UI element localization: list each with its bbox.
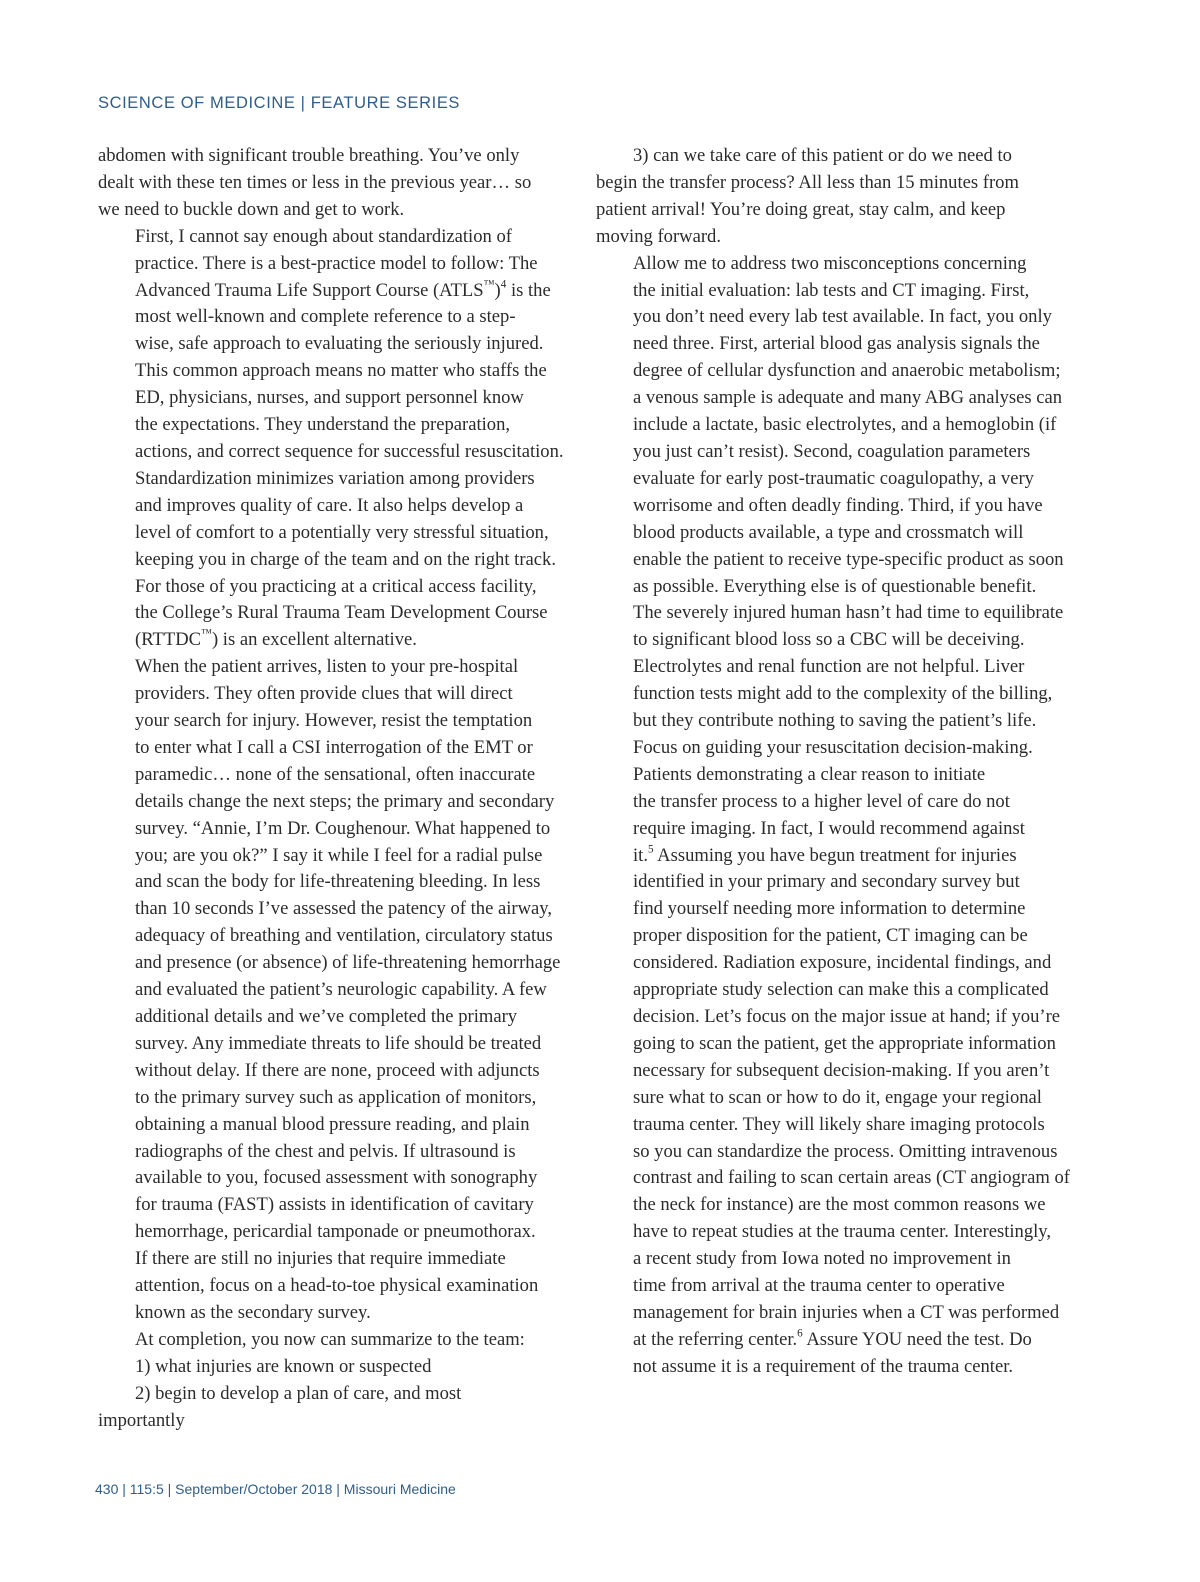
trademark-symbol: ™ (483, 278, 495, 291)
text-fragment: at the referring center. (633, 1328, 798, 1350)
text-line: appropriate study selection can make this a complicated (633, 979, 1049, 1001)
text-line: proper disposition for the patient, CT imaging can be (633, 925, 1028, 947)
text-line: you just can’t resist). Second, coagulation parameters (633, 440, 1031, 462)
text-line: wise, safe approach to evaluating the seriously injured. (135, 333, 544, 355)
text-line (98, 627, 570, 654)
text-line: keeping you in charge of the team and on the right track. (135, 548, 556, 570)
text-line: Electrolytes and renal function are not helpful. Liver (633, 656, 1025, 678)
text-line: abdomen with significant trouble breathing. You’ve only (98, 145, 520, 166)
text-line: considered. Radiation exposure, incidental findings, and (633, 952, 1052, 974)
text-line: and presence (or absence) of life-threatening hemorrhage (135, 952, 561, 974)
text-line: require imaging. In fact, I would recommend against (633, 817, 1025, 839)
text-line: than 10 seconds I’ve assessed the patency of the airway, (135, 898, 553, 920)
text-line: 3) can we take care of this patient or do we need to (633, 145, 1012, 166)
text-line: survey. Any immediate threats to life should be treated (135, 1032, 542, 1054)
paragraph (596, 762, 1072, 1381)
text-line: At completion, you now can summarize to the team: (135, 1328, 525, 1350)
text-line: management for brain injuries when a CT was performed (633, 1301, 1060, 1323)
paragraph (98, 1327, 570, 1354)
text-line: decision. Let’s focus on the major issue at hand; if you’re (633, 1006, 1061, 1027)
text-fragment: Assure YOU need the test. Do (802, 1328, 1032, 1350)
text-line: you; are you ok?” I say it while I feel for a radial pulse (135, 844, 543, 866)
text-line: Patients demonstrating a clear reason to initiate (633, 763, 986, 785)
text-line: 2) begin to develop a plan of care, and most (135, 1382, 462, 1404)
text-line: Focus on guiding your resuscitation decision-making. (633, 736, 1033, 758)
text-line: sure what to scan or how to do it, engage your regional (633, 1086, 1042, 1108)
text-line: Allow me to address two misconceptions concerning (633, 252, 1027, 274)
list-item (596, 143, 1072, 170)
list-item (98, 1381, 570, 1408)
text-line: 1) what injuries are known or suspected (135, 1355, 432, 1377)
text-fragment: ) (494, 279, 501, 301)
text-line: most well-known and complete reference to a step- (135, 306, 516, 328)
text-line: for trauma (FAST) assists in identification of cavitary (135, 1194, 534, 1216)
text-line: you don’t need every lab test available. In fact, you only (633, 306, 1052, 328)
text-line: adequacy of breathing and ventilation, circulatory status (135, 925, 553, 947)
text-line: trauma center. They will likely share imaging protocols (633, 1113, 1045, 1135)
text-fragment: Advanced Trauma Life Support Course (ATLS (135, 279, 484, 301)
text-line: begin the transfer process? All less than 15 minutes from (596, 171, 1019, 193)
text-line: but they contribute nothing to saving the patient’s life. (633, 710, 1037, 732)
text-fragment: is the (506, 279, 551, 301)
text-line: actions, and correct sequence for successful resuscitation. (135, 440, 564, 462)
list-item (98, 1354, 570, 1381)
text-line: include a lactate, basic electrolytes, and a hemoglobin (if (633, 414, 1057, 436)
text-line: as possible. Everything else is of questionable benefit. (633, 575, 1037, 597)
text-line: details change the next steps; the primary and secondary (135, 790, 555, 812)
text-line: The severely injured human hasn’t had time to equilibrate (633, 602, 1064, 624)
text-line: dealt with these ten times or less in the previous year… so (98, 171, 532, 193)
paragraph (596, 251, 1072, 762)
text-line: function tests might add to the complexity of the billing, (633, 683, 1053, 705)
text-line: ED, physicians, nurses, and support personnel know (135, 387, 524, 409)
text-line: obtaining a manual blood pressure reading, and plain (135, 1113, 530, 1135)
text-line: hemorrhage, pericardial tamponade or pneumothorax. (135, 1221, 536, 1243)
text-line: without delay. If there are none, proceed with adjuncts (135, 1059, 540, 1081)
text-line: so you can standardize the process. Omitting intravenous (633, 1140, 1058, 1162)
reference-marker: 5 (647, 843, 654, 856)
text-line (596, 843, 1072, 870)
text-line: attention, focus on a head-to-toe physical examination (135, 1275, 539, 1297)
right-column (596, 143, 1072, 1381)
paragraph (98, 654, 570, 1327)
paragraph (596, 170, 1072, 251)
text-line: providers. They often provide clues that will direct (135, 683, 513, 705)
text-line: moving forward. (596, 225, 721, 247)
text-line: and scan the body for life-threatening bleeding. In less (135, 871, 541, 893)
paragraph (98, 1408, 570, 1435)
text-line: the College’s Rural Trauma Team Development Course (135, 602, 548, 624)
text-line: not assume it is a requirement of the trauma center. (633, 1355, 1014, 1377)
text-line: worrisome and often deadly finding. Third, if you have (633, 494, 1043, 516)
text-line: When the patient arrives, listen to your pre-hospital (135, 656, 519, 678)
text-line: degree of cellular dysfunction and anaerobic metabolism; (633, 360, 1061, 382)
text-line: to the primary survey such as application of monitors, (135, 1086, 537, 1108)
trademark-symbol: ™ (201, 627, 212, 640)
text-line: a venous sample is adequate and many ABG analyses can (633, 387, 1063, 409)
paragraph (98, 224, 570, 655)
text-line: to significant blood loss so a CBC will be deceiving. (633, 629, 1025, 651)
text-line: additional details and we’ve completed the primary (135, 1006, 518, 1027)
text-line: available to you, focused assessment with sonography (135, 1167, 538, 1189)
text-line: For those of you practicing at a critical access facility, (135, 575, 537, 597)
section-header: SCIENCE OF MEDICINE | FEATURE SERIES (98, 94, 461, 112)
text-fragment: (RTTDC (135, 629, 202, 651)
text-line: importantly (98, 1409, 185, 1431)
text-line: have to repeat studies at the trauma center. Interestingly, (633, 1221, 1052, 1243)
text-line: evaluate for early post-traumatic coagulopathy, a very (633, 467, 1034, 489)
text-line: and improves quality of care. It also helps develop a (135, 494, 524, 516)
text-fragment: ) is an excellent alternative. (211, 629, 417, 651)
text-line: contrast and failing to scan certain areas (CT angiogram of (633, 1167, 1070, 1189)
text-line: radiographs of the chest and pelvis. If ultrasound is (135, 1140, 516, 1162)
text-line: to enter what I call a CSI interrogation of the EMT or (135, 736, 533, 758)
text-line: First, I cannot say enough about standardization of (135, 225, 512, 247)
text-line: patient arrival! You’re doing great, stay calm, and keep (596, 198, 1006, 220)
left-column (98, 143, 570, 1435)
text-line: level of comfort to a potentially very stressful situation, (135, 521, 549, 543)
text-line: identified in your primary and secondary survey but (633, 871, 1020, 893)
text-line: practice. There is a best-practice model to follow: The (135, 252, 538, 274)
page-footer: 430 | 115:5 | September/October 2018 | Missouri Medicine (95, 1481, 456, 1497)
text-line: Standardization minimizes variation among providers (135, 467, 535, 489)
text-line: known as the secondary survey. (135, 1301, 371, 1323)
text-line: This common approach means no matter who staffs the (135, 360, 547, 382)
text-line: find yourself needing more information to determine (633, 898, 1026, 920)
text-line: necessary for subsequent decision-making. If you aren’t (633, 1059, 1050, 1081)
text-fragment: it. (633, 844, 648, 866)
reference-marker: 6 (797, 1327, 803, 1340)
text-line: a recent study from Iowa noted no improvement in (633, 1248, 1011, 1270)
text-line (98, 278, 570, 305)
text-line: enable the patient to receive type-specific product as soon (633, 548, 1064, 570)
text-line: going to scan the patient, get the appropriate information (633, 1032, 1056, 1054)
text-line: and evaluated the patient’s neurologic capability. A few (135, 979, 547, 1001)
text-line: survey. “Annie, I’m Dr. Coughenour. What happened to (135, 817, 551, 839)
paragraph (98, 143, 570, 224)
text-line: your search for injury. However, resist the temptation (135, 710, 533, 732)
text-fragment: Assuming you have begun treatment for injuries (653, 844, 1017, 866)
text-line: the transfer process to a higher level of care do not (633, 790, 1010, 812)
text-line (596, 1327, 1072, 1354)
text-line: need three. First, arterial blood gas analysis signals the (633, 333, 1040, 355)
text-line: If there are still no injuries that require immediate (135, 1248, 506, 1270)
text-line: paramedic… none of the sensational, often inaccurate (135, 763, 536, 785)
text-line: the initial evaluation: lab tests and CT imaging. First, (633, 279, 1030, 301)
text-line: the neck for instance) are the most common reasons we (633, 1194, 1046, 1216)
text-line: the expectations. They understand the preparation, (135, 414, 511, 436)
text-line: time from arrival at the trauma center to operative (633, 1275, 1005, 1297)
text-line: we need to buckle down and get to work. (98, 198, 405, 220)
text-line: blood products available, a type and crossmatch will (633, 521, 1024, 543)
reference-marker: 4 (500, 278, 507, 291)
